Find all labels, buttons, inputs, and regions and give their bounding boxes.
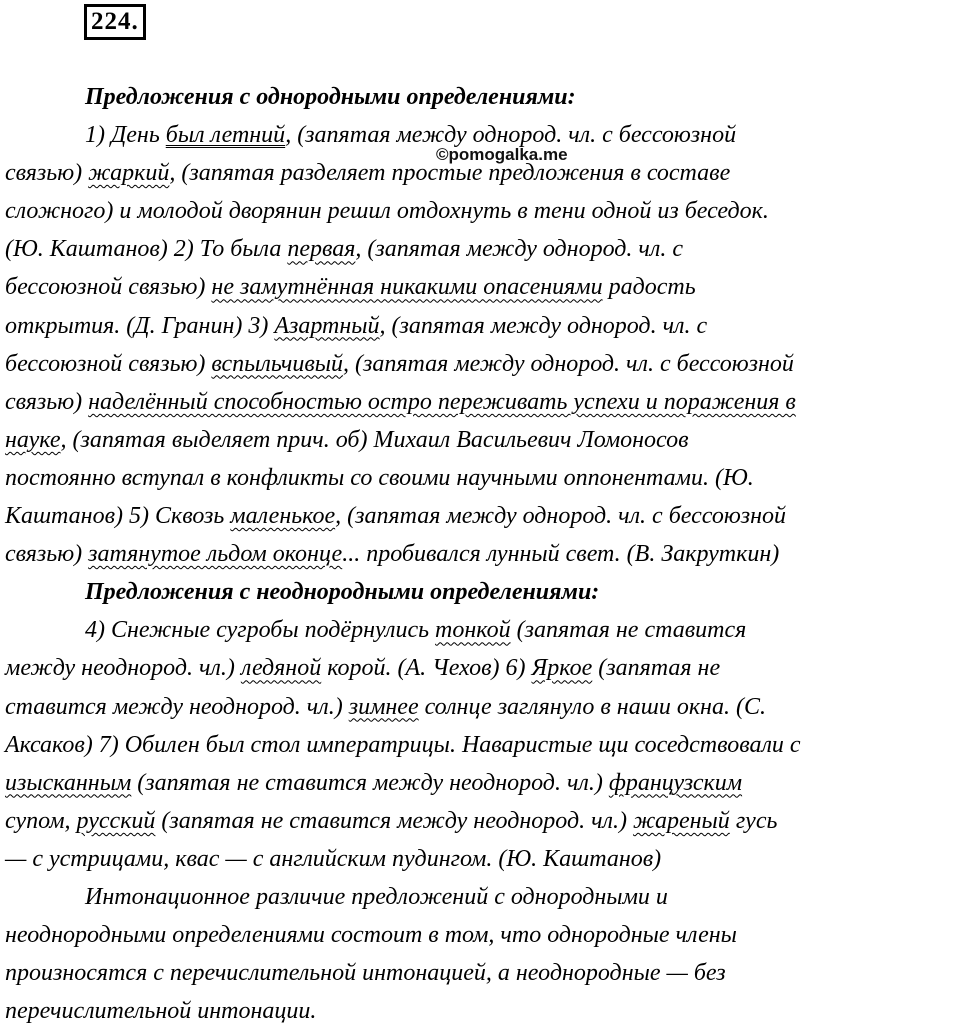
text-line: неоднородными определениями состоит в том, что однородные члены — [5, 922, 737, 949]
text-line: связью) наделённый способностью остро переживать успехи и поражения в — [5, 388, 796, 415]
text-line: произносятся с перечислительной интонацией, а неоднородные — без — [5, 960, 726, 987]
text-line: супом, русский (запятая не ставится между неоднород. чл.) жареный гусь — [5, 807, 778, 834]
text-line: ставится между неоднород. чл.) зимнее солнце заглянуло в наши окна. (С. — [5, 693, 766, 720]
text-line: перечислительной интонации. — [5, 998, 317, 1025]
task-number: 224. — [84, 4, 146, 40]
text-line: Каштанов) 5) Сквозь маленькое, (запятая между однород. чл. с бессоюзной — [5, 503, 787, 530]
text-line: связью) затянутое льдом оконце... пробивался лунный свет. (В. Закруткин) — [5, 541, 780, 568]
text-line: между неоднород. чл.) ледяной корой. (А. Чехов) 6) Яркое (запятая не — [5, 655, 721, 682]
text-line: Интонационное различие предложений с однородными и — [85, 883, 668, 910]
text-line: — с устрицами, квас — с английским пудингом. (Ю. Каштанов) — [5, 845, 662, 872]
text-line: науке, (запятая выделяет прич. об) Михаил Васильевич Ломоносов — [5, 426, 689, 453]
text-line: сложного) и молодой дворянин решил отдохнуть в тени одной из беседок. — [5, 198, 769, 225]
text-line: (Ю. Каштанов) 2) То была первая, (запятая между однород. чл. с — [5, 236, 683, 263]
text-line: 1) День был летний, (запятая между однород. чл. с бессоюзной — [85, 122, 737, 149]
text-line: постоянно вступал в конфликты со своими научными оппонентами. (Ю. — [5, 464, 754, 491]
text-line: 4) Снежные сугробы подёрнулись тонкой (запятая не ставится — [85, 617, 747, 644]
text-line: Аксаков) 7) Обилен был стол императрицы. Наваристые щи соседствовали с — [5, 731, 801, 758]
text-line: связью) жаркий, (запятая разделяет простые предложения в составе — [5, 160, 731, 187]
exercise-text — [5, 78, 960, 1030]
heading-heterogeneous: Предложения с неоднородными определениями: — [85, 579, 600, 606]
text-line: бессоюзной связью) вспыльчивый, (запятая между однород. чл. с бессоюзной — [5, 350, 794, 377]
text-line: открытия. (Д. Гранин) 3) Азартный, (запятая между однород. чл. с — [5, 312, 708, 339]
watermark: ©pomogalka.me — [436, 145, 568, 164]
text-line: бессоюзной связью) не замутнённая никакими опасениями радость — [5, 274, 696, 301]
text-line: изысканным (запятая не ставится между неоднород. чл.) французским — [5, 769, 743, 796]
heading-homogeneous: Предложения с однородными определениями: — [85, 84, 576, 110]
